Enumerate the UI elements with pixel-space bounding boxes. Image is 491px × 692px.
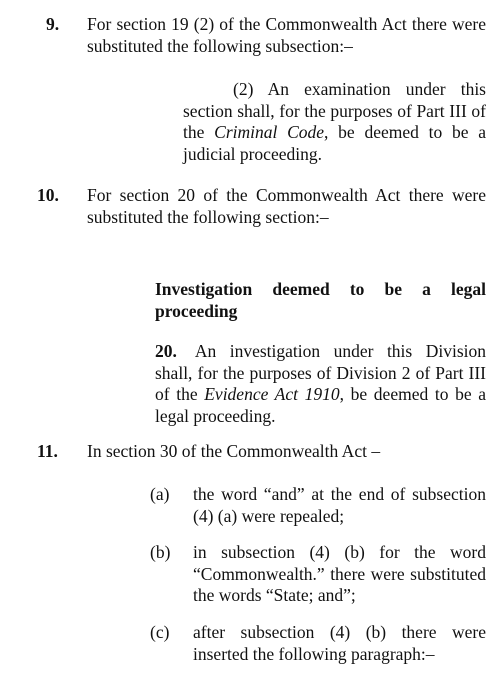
inserted-section-text: An investigation under this Division shall, for the purposes of Division 2 of Part III of the bbox=[155, 341, 486, 404]
quote-italic: Criminal Code bbox=[214, 122, 325, 142]
paragraph-letter: (b) bbox=[150, 542, 171, 562]
section-text: For section 20 of the Commonwealth Act there were substituted the following section:– bbox=[87, 185, 486, 227]
inserted-section bbox=[155, 341, 486, 427]
section-number: 10. bbox=[37, 185, 59, 205]
quoted-subsection bbox=[183, 79, 486, 165]
section-number: 11. bbox=[37, 441, 58, 461]
paragraph-letter: (c) bbox=[150, 622, 170, 642]
quote-text: (2) An examination under this section shall, for the purposes of Part III of the bbox=[183, 79, 486, 142]
paragraph-text: in subsection (4) (b) for the word “Commonwealth.” there were substituted the words “State; and”; bbox=[193, 542, 486, 605]
inserted-section-text-end: , be deemed to be a legal proceeding. bbox=[155, 384, 487, 426]
paragraph-letter: (a) bbox=[150, 484, 170, 504]
act-name-italic: Evidence Act 1910 bbox=[204, 384, 340, 404]
section-number: 9. bbox=[46, 14, 60, 34]
paragraph-text: the word “and” at the end of subsection (4) (a) were repealed; bbox=[193, 484, 486, 526]
paragraph-text: after subsection (4) (b) there were inserted the following paragraph:– bbox=[193, 622, 486, 664]
inserted-section-number: 20. bbox=[155, 341, 177, 361]
section-heading: Investigation deemed to be a legal proceeding bbox=[155, 279, 486, 321]
section-text: For section 19 (2) of the Commonwealth Act there were substituted the following subsection:– bbox=[87, 14, 486, 56]
section-text: In section 30 of the Commonwealth Act – bbox=[87, 441, 381, 461]
quote-text-end: , be deemed to be a judicial proceeding. bbox=[183, 122, 486, 164]
